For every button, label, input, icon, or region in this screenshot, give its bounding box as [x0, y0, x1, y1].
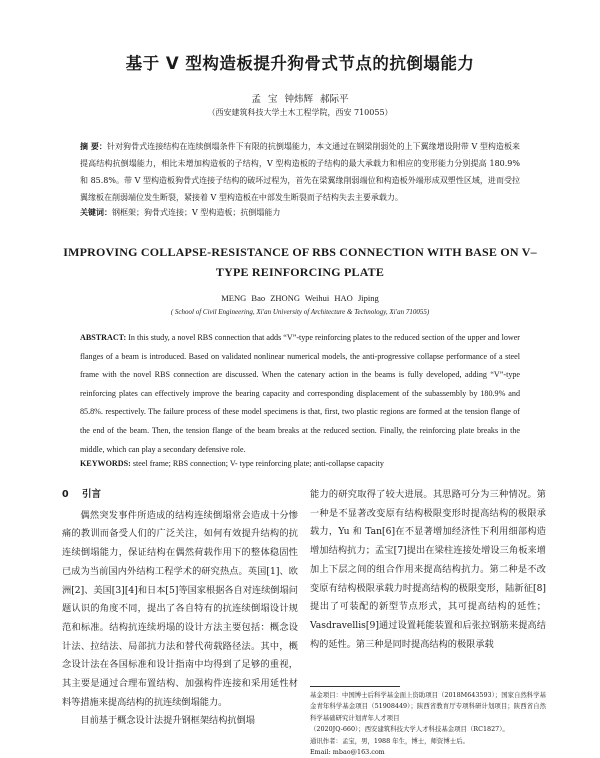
footnote-line: 通讯作者：孟宝，男，1988 年生，博士，师资博士后。: [310, 736, 469, 745]
english-affiliation: ( School of Civil Engineering, Xi'an University of Architecture & Technology, Xi'an 710055): [170, 308, 430, 316]
footnote-divider: [310, 686, 400, 687]
chinese-affiliation: （西安建筑科技大学土木工程学院，西安 710055）: [207, 108, 393, 117]
english-keywords-label: KEYWORDS:: [80, 459, 131, 468]
chinese-keywords: [80, 207, 520, 219]
section-heading: [62, 486, 298, 505]
english-keywords-text: steel frame; RBS connection; V- type reinforcing plate; anti-collapse capacity: [132, 459, 384, 468]
chinese-abstract-text: 针对狗骨式连接结构在连续倒塌条件下有限的抗倒塌能力，本文通过在钢梁削弱处的上下翼缘增设附带 V 型构造板来提高结构抗倒塌能力，相比未增加构造板的子结构，V 型构造板的子结构的最大承载力和相应的变形能力分别提高 180.9%和 85.8%。带 V 型构造板狗骨式连接子结构的破坏过程为，首先在梁翼缘削弱端位和构造板外端形成双塑性区域，进而受拉翼缘板在削弱端位发生断裂，紧接着 V 型构造板在中部发生断裂而子结构失去主要承载力。: [80, 142, 520, 202]
body-paragraph: 能力的研究取得了较大进展。其思路可分为三种情况。第一种是不显著改变原有结构极限变形时提高结构的极限承载力，Yu 和 Tan[6]在不显著增加经济性下利用细部构造增加结构抗力；孟宝[7]提出在梁柱连接处增设三角板来增加上下层之间的组合作用来提高结构抗力。第二种是不改变原有结构极限承载力时提高结构的极限变形，陆新征[8]提出了可装配的新型节点形式，其可提高结构的延性；Vasdravellis[9]通过设置耗能装置和后张拉钢筋来提高结构的延性。第三种是同时提高结构的极限承载: [310, 489, 546, 650]
body-paragraph: 偶然突发事件所造成的结构连续倒塌常会造成十分惨痛的教训而备受人们的广泛关注，如何有效提升结构的抗连续倒塌能力，保证结构在偶然荷载作用下的整体稳固性已成为当前国内外结构工程学术的研究热点。英国[1]、欧洲[2]、美国[3][4]和日本[5]等国家根据各自对连续倒塌问题认识的角度不同，提出了各自特有的抗连续倒塌设计规范和标准。结构抗连续坍塌的设计方法主要包括：概念设计法、拉结法、局部抗力法和替代荷载路径法。其中，概念设计法在各国标准和设计指南中均得到了足够的重视，其主要是通过合理布置结构、加强构件连接和采用延性材料等措施来提高结构的抗连续倒塌能力。: [62, 509, 298, 708]
english-abstract-label: ABSTRACT:: [80, 333, 127, 342]
chinese-abstract-label: 摘 要：: [80, 142, 107, 151]
chinese-title: 基于 V 型构造板提升狗骨式节点的抗倒塌能力: [125, 54, 475, 73]
chinese-keywords-label: 关键词：: [80, 208, 112, 217]
footnote-line: 基金项目：中国博士后科学基金面上资助项目（2018M643593）；国家自然科学基金青年科学基金项目（51908449）；陕西省教育厅专项科研计划项目；陕西省自然科学基础研究计划青年人才项目: [310, 691, 546, 722]
footnote-line: Email: mbao@163.com: [310, 748, 385, 757]
body-left-column: [62, 486, 298, 731]
chinese-authors: 孟 宝 钟炜辉 郝际平: [251, 94, 349, 105]
body-paragraph: 目前基于概念设计法提升钢框架结构抗倒塌: [80, 715, 255, 727]
footnote: [310, 690, 546, 758]
chinese-keywords-text: 钢框架；狗骨式连接；V 型构造板；抗倒塌能力: [112, 208, 281, 217]
chinese-abstract: [80, 138, 520, 206]
english-authors: MENG Bao ZHONG Weihui HAO Jiping: [221, 293, 379, 303]
english-keywords: [80, 458, 520, 470]
english-abstract: [80, 329, 520, 459]
english-title: IMPROVING COLLAPSE-RESISTANCE OF RBS CONNECTION WITH BASE ON V–TYPE REINFORCING PLATE: [63, 245, 537, 279]
english-abstract-text: In this study, a novel RBS connection that adds “V”-type reinforcing plates to the reduced section of the upper and lower flanges of a beam is introduced. Based on validated nonlinear numerical models, the anti-progressive collapse performance of a steel frame with the novel RBS connection are discussed. When the catenary action in the beams is fully developed, adding “V”-type reinforcing plates can effectively improve the bearing capacity and corresponding displacement of the subassembly by 180.9% and 85.8%. respectively. The failure process of these model specimens is that, first, two plastic regions are formed at the tension flange of the end of the beam. Then, the tension flange of the beam breaks at the reduced section. Finally, the reinforcing plate breaks in the middle, which can play a secondary defensive role.: [80, 333, 520, 454]
body-right-column: [310, 486, 546, 654]
footnote-line: （2020JQ-660）；西安建筑科技大学人才科技基金项目（RC1827）。: [310, 725, 509, 734]
section-title: 引言: [82, 489, 102, 500]
section-number: 0: [62, 489, 69, 500]
